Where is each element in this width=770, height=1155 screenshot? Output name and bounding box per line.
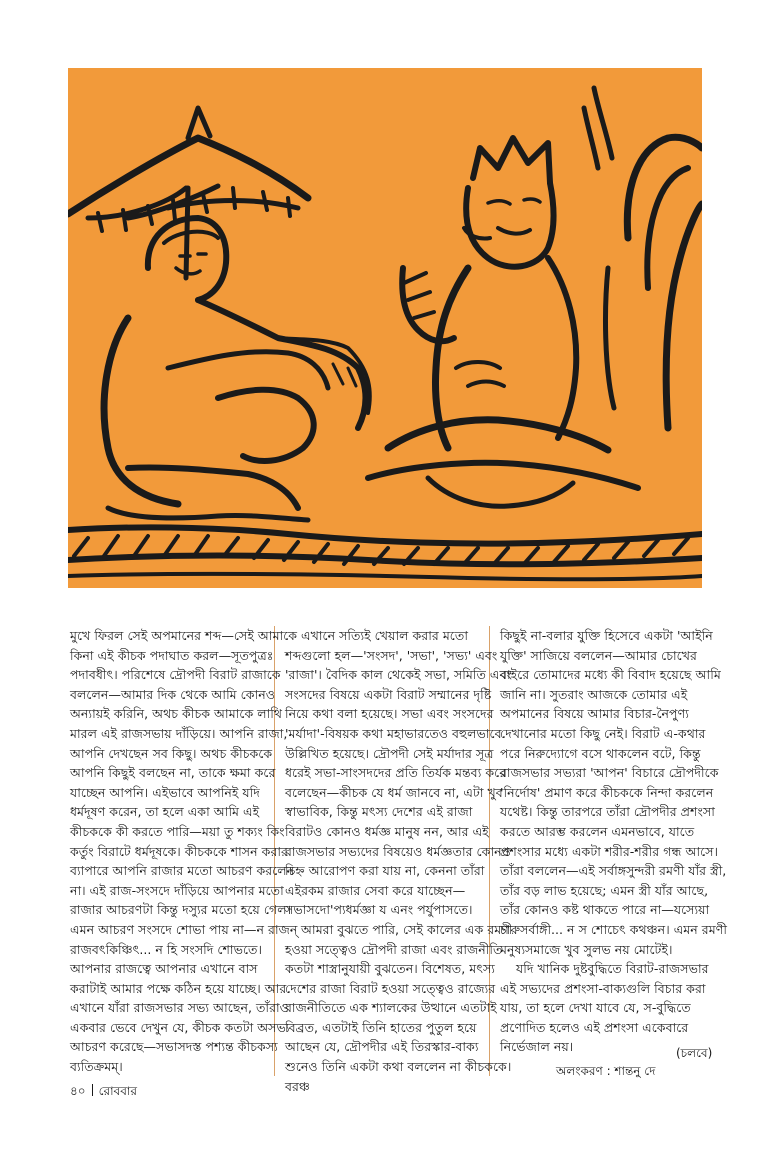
paragraph: যদি খানিক দুষ্টবুদ্ধিতে বিরাট-রাজসভার এই সভ্যদের প্রশংসা-বাক্যগুলি বিচার করা যায়, তা হলে দেখা যাবে যে, স-বুদ্ধিতে প্রণোদিত হলেও এই প্রশংসা একেবারে নির্ভেজাল নয়।: [500, 961, 709, 1055]
article-column-1: [70, 626, 298, 1077]
page-number: ৪০: [70, 1084, 86, 1098]
paragraph: আমরা বুঝতে পারি, সেই কালের এক রমণী হওয়া সত্ত্বেও দ্রৌপদী রাজা এবং রাজনীতি কতটা শাস্ত্রানুযায়ী বুঝতেন। বিশেষত, মৎস্য দেশের রাজা বিরাট হওয়া সত্ত্বেও রাজ্যের রাজনীতিতে এক শ্যালকের উত্থানে এতটাই বিব্রত, এতটাই তিনি হাতের পুতুল হয়ে আছেন যে, দ্রৌপদীর এই তিরস্কার-বাক্য শুনেও তিনি একটা কথা বললেন না কীচককে। বরঞ্চ: [285, 921, 513, 1094]
paragraph: মুখে ফিরল সেই অপমানের শব্দ—সেই আমাকে কিনা এই কীচক পদাঘাত করল—সূতপুত্রঃ পদাবধীৎ। পরিশেষে দ্রৌপদী বিরাট রাজাকে বললেন—আমার দিক থেকে আমি কোনও অন্যায়ই করিনি, অথচ কীচক আমাকে লাথি মারল এই রাজসভায় দাঁড়িয়ে। আপনি রাজা, আপনি দেখছেন সব কিছু। অথচ কীচককে আপনি কিছুই বলছেন না, তাকে ক্ষমা করে যাচ্ছেন আপনি। এইভাবে আপনিই যদি ধর্মদূষণ করেন, তা হলে একা আমি এই কীচককে কী করতে পারি—ময়া তু শক্যং কিং কর্তুং বিরাটে ধর্মদূষকে। কীচককে শাসন করার ব্যাপারে আপনি রাজার মতো আচরণ করলেন না। এই রাজ-সংসদে দাঁড়িয়ে আপনার মতো রাজার আচরণটা কিন্তু দস্যুর মতো হয়ে গেল। এমন আচরণ সংসদে শোভা পায় না—ন রাজন্ রাজবৎকিঞ্চিৎ... ন হি সংসদি শোভতে। আপনার রাজত্বে আপনার এখানে বাস করাটাই আমার পক্ষে কঠিন হয়ে যাচ্ছে। আর এখানে যাঁরা রাজসভার সভ্য আছেন, তাঁরাও একবার ভেবে দেখুন যে, কীচক কতটা অসভ্য আচরণ করেছে—সভাসদস্ত পশ্যন্ত কীচকস্য ব্যতিক্রমম্।: [70, 628, 298, 1075]
continued-note: (চলবে): [676, 1046, 713, 1060]
page-footer: [70, 1083, 137, 1103]
paragraph: এখানে সত্যিই খেয়াল করার মতো শব্দগুলো হল—'সংসদ', 'সভা', 'সভ্য' এবং 'রাজা'। বৈদিক কাল থেকেই সভা, সমিতি এবং সংসদের বিষয়ে একটা বিরাট সম্মানের দৃষ্টি নিয়ে কথা বলা হয়েছে। সভা এবং সংসদের 'মর্যাদা'-বিষয়ক কথা মহাভারতেও বহুলভাবে উল্লিখিত হয়েছে। দ্রৌপদী সেই মর্যাদার সূত্র ধরেই সভা-সাংসদদের প্রতি তির্যক মন্তব্য করে বলেছেন—কীচক যে ধর্ম জানবে না, এটা খুব স্বাভাবিক, কিন্তু মৎস্য দেশের এই রাজা বিরাটও কোনও ধর্মজ্ঞ মানুষ নন, আর এই রাজসভার সভ্যদের বিষয়েও ধর্মজ্ঞতার কোনও চিহ্ন আরোপণ করা যায় না, কেননা তাঁরা এইরকম রাজার সেবা করে যাচ্ছেন—সভাসদো'প্যধর্মজ্ঞা য এনং পর্যুপাসতে।: [285, 628, 512, 918]
illustration: [68, 68, 702, 588]
illustration-drawing: [68, 68, 702, 588]
article-column-2: [285, 626, 513, 1096]
publication-name: রোববার: [98, 1084, 137, 1098]
paragraph: কিছুই না-বলার যুক্তি হিসেবে একটা 'আইনি যুক্তি' সাজিয়ে বললেন—আমার চোখের বাইরে তোমাদের মধ্যে কী বিবাদ হয়েছে আমি জানি না। সুতরাং আজকে তোমার এই অপমানের বিষয়ে আমার বিচার-নৈপুণ্য দেখানোর মতো কিছু নেই। বিরাট এ-কথার পরে নিরুদ্যোগে বসে থাকলেন বটে, কিন্তু রাজসভার সভ্যরা 'আপন' বিচারে দ্রৌপদীকে 'নির্দোষ' প্রমাণ করে কীচককে নিন্দা করলেন যথেষ্ট। কিন্তু তারপরে তাঁরা দ্রৌপদীর প্রশংসা করতে আরম্ভ করলেন এমনভাবে, যাতে প্রশংসার মধ্যে একটা শরীর-শরীর গন্ধ আসে। তাঁরা বললেন—এই সর্বাঙ্গসুন্দরী রমণী যাঁর স্ত্রী, তাঁর বড় লাভ হয়েছে; এমন স্ত্রী যাঁর আছে, তাঁর কোনও কষ্ট থাকতে পারে না—যস্যেয়া চারুসর্বাঙ্গী... ন স শোচেৎ কথঞ্চন। এমন রমণী মনুষ্যসমাজে খুব সুলভ নয় মোটেই।: [500, 628, 727, 957]
article-column-3: [500, 626, 728, 1057]
footer-divider: [92, 1084, 93, 1096]
illustration-credit: অলংকরণ : শান্তনু দে: [556, 1064, 656, 1078]
